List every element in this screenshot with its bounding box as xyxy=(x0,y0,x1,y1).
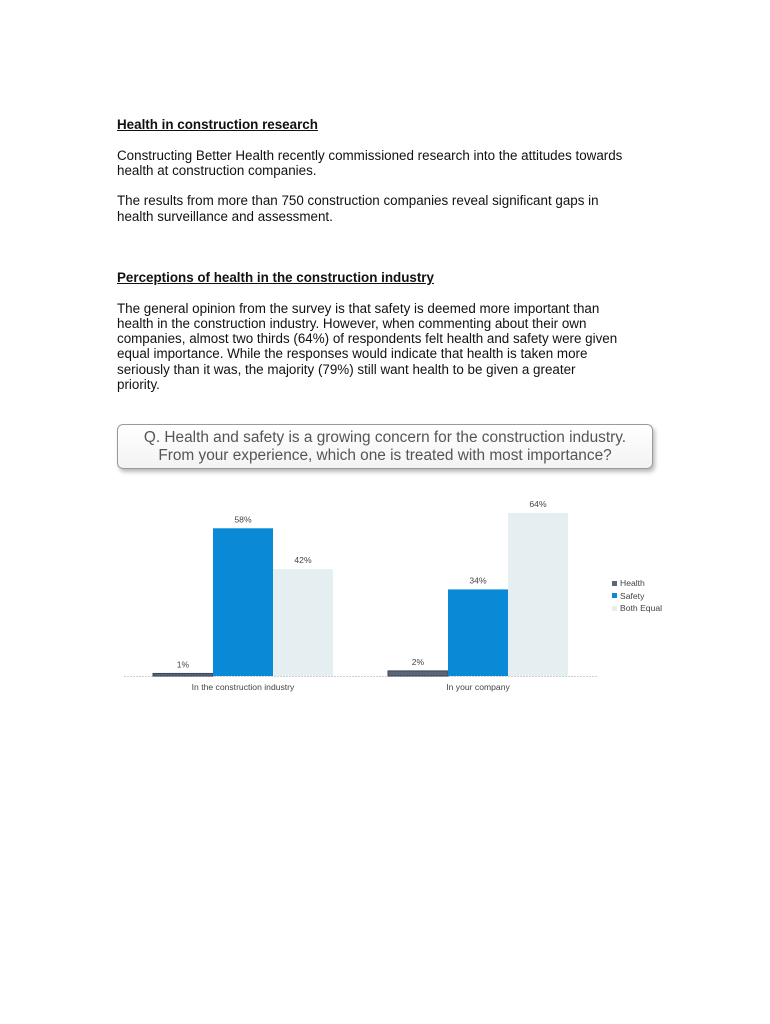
category-label-in-your-company: In your company xyxy=(446,682,510,692)
perceptions-line-4: equal importance. While the responses would indicate that health is taken more xyxy=(117,346,588,362)
research-paragraph-2-line-2: health surveillance and assessment. xyxy=(117,208,333,224)
data-label-safety-in-the-construction-industry: 58% xyxy=(234,514,252,525)
research-paragraph-2 xyxy=(117,193,657,224)
data-label-both-equal-in-the-construction-industry: 42% xyxy=(294,555,312,566)
research-section xyxy=(117,117,657,224)
legend-label-safety: Safety xyxy=(620,590,645,601)
section-heading-research: Health in construction research xyxy=(117,117,318,132)
bar-health-in-your-company xyxy=(388,671,448,676)
perceptions-line-3: companies, almost two thirds (64%) of respondents felt health and safety were given xyxy=(117,331,618,347)
perceptions-line-5: seriously than it was, the majority (79%) still want health to be given a greater xyxy=(117,361,576,377)
survey-question-box xyxy=(117,424,653,469)
research-paragraph-1 xyxy=(117,148,657,179)
legend-item-health xyxy=(612,577,662,590)
perceptions-paragraph xyxy=(117,301,657,393)
perceptions-section xyxy=(117,270,657,392)
survey-question-line-1: Q. Health and safety is a growing concern for the construction industry. xyxy=(143,429,627,446)
perceptions-line-6: priority. xyxy=(117,377,160,393)
category-label-in-the-construction-industry: In the construction industry xyxy=(191,682,295,692)
survey-question-line-2: From your experience, which one is treated with most importance? xyxy=(158,447,612,464)
research-paragraph-1-line-2: health at construction companies. xyxy=(117,162,317,178)
legend-item-safety xyxy=(612,590,662,603)
bar-both-equal-in-your-company xyxy=(508,513,568,676)
bar-safety-in-the-construction-industry xyxy=(213,528,273,676)
data-label-health-in-the-construction-industry: 1% xyxy=(176,659,190,670)
data-label-safety-in-your-company: 34% xyxy=(469,575,487,586)
chart-legend xyxy=(612,577,662,615)
legend-item-both-equal xyxy=(612,602,662,615)
legend-swatch-health xyxy=(612,581,617,586)
data-label-both-equal-in-your-company: 64% xyxy=(529,499,547,509)
legend-label-health: Health xyxy=(620,578,645,589)
section-heading-perceptions: Perceptions of health in the construction industry xyxy=(117,270,434,285)
bar-both-equal-in-the-construction-industry xyxy=(273,569,333,676)
research-paragraph-1-line-1: Constructing Better Health recently commissioned research into the attitudes towards xyxy=(117,147,623,163)
bar-safety-in-your-company xyxy=(448,589,508,676)
legend-label-both-equal: Both Equal xyxy=(620,603,663,614)
research-paragraph-2-line-1: The results from more than 750 construction companies reveal significant gaps in xyxy=(117,193,599,209)
bar-health-in-the-construction-industry xyxy=(153,673,213,676)
legend-swatch-safety xyxy=(612,593,617,598)
data-label-health-in-your-company: 2% xyxy=(411,656,425,667)
legend-swatch-both-equal xyxy=(612,606,617,611)
perceptions-line-1: The general opinion from the survey is that safety is deemed more important than xyxy=(117,300,600,316)
perceptions-line-2: health in the construction industry. However, when commenting about their own xyxy=(117,315,587,331)
